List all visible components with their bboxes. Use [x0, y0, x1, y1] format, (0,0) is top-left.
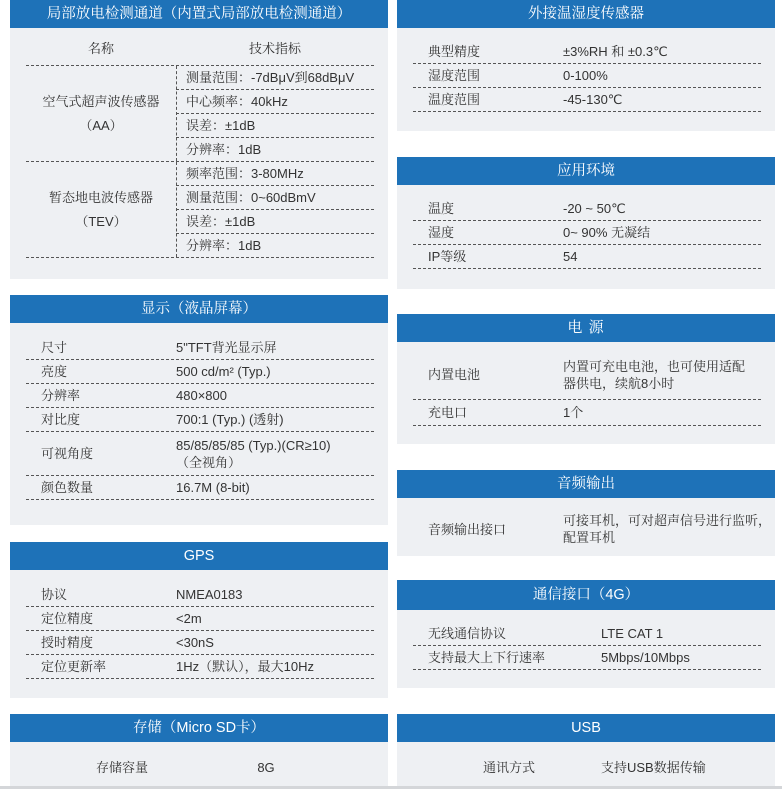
comm-title: 通信接口（4G）	[397, 580, 775, 610]
pd-channel-card	[10, 0, 388, 279]
display-row-contrast: 对比度 700:1 (Typ.) (透射)	[26, 408, 374, 432]
gps-row-timing: 授时精度 <30nS	[26, 631, 374, 655]
gps-row-accuracy: 定位精度 <2m	[26, 607, 374, 631]
storage-capacity-label: 存储容量	[95, 759, 148, 775]
env-row-ip: IP等级 54	[413, 245, 761, 269]
audio-port-label: 音频输出接口	[428, 521, 507, 537]
storage-capacity-value: 8G	[257, 759, 275, 775]
environment-card	[397, 157, 775, 289]
power-card	[397, 314, 775, 444]
aa-spec-range: 测量范围：-7dBμV到68dBμV	[176, 66, 374, 90]
power-title: 电 源	[397, 314, 775, 342]
usb-title: USB	[397, 714, 775, 742]
tev-spec-range: 测量范围：0~60dBmV	[176, 186, 374, 210]
storage-card	[10, 714, 388, 786]
temp-row-temp-range: 温度范围 -45-130℃	[413, 88, 761, 112]
comm-card	[397, 580, 775, 688]
display-row-resolution: 分辨率 480×800	[26, 384, 374, 408]
power-row-battery: 内置电池 内置可充电电池，也可使用适配 器供电，续航8小时	[413, 350, 761, 400]
usb-method-label: 通讯方式	[482, 759, 535, 775]
env-row-humidity: 湿度 0~ 90% 无凝结	[413, 221, 761, 245]
env-row-temperature: 温度 -20 ~ 50℃	[413, 197, 761, 221]
display-title: 显示（液晶屏幕）	[10, 295, 388, 323]
environment-title: 应用环境	[397, 157, 775, 185]
gps-row-update-rate: 定位更新率 1Hz（默认），最大10Hz	[26, 655, 374, 679]
usb-card	[397, 714, 775, 786]
aa-spec-freq: 中心频率：40kHz	[176, 90, 374, 114]
col-name-header: 名称	[87, 41, 114, 56]
display-row-size: 尺寸 5"TFT背光显示屏	[26, 336, 374, 360]
temp-row-humidity-range: 湿度范围 0-100%	[413, 64, 761, 88]
tev-spec-error: 误差：±1dB	[176, 210, 374, 234]
display-row-brightness: 亮度 500 cd/m² (Typ.)	[26, 360, 374, 384]
tev-sensor-name: 暂态地电波传感器 （TEV）	[48, 190, 153, 229]
audio-port-value: 可接耳机，可对超声信号进行监听， 配置耳机	[563, 513, 772, 545]
aa-sensor-name: 空气式超声波传感器 （AA）	[42, 94, 160, 133]
temp-row-accuracy: 典型精度 ±3%RH 和 ±0.3℃	[413, 40, 761, 64]
gps-row-protocol: 协议 NMEA0183	[26, 583, 374, 607]
temp-sensor-title: 外接温湿度传感器	[397, 0, 775, 28]
gps-title: GPS	[10, 542, 388, 570]
comm-row-protocol: 无线通信协议 LTE CAT 1	[413, 622, 761, 646]
audio-card	[397, 470, 775, 556]
tev-spec-freq: 频率范围：3-80MHz	[176, 162, 374, 186]
pd-header-row	[26, 32, 374, 66]
col-spec-header: 技术指标	[248, 41, 301, 56]
display-row-colors: 颜色数量 16.7M (8-bit)	[26, 476, 374, 500]
aa-spec-error: 误差：±1dB	[176, 114, 374, 138]
storage-title: 存储（Micro SD卡）	[10, 714, 388, 742]
aa-spec-resolution: 分辨率：1dB	[176, 138, 374, 162]
pd-channel-title: 局部放电检测通道（内置式局部放电检测通道）	[10, 0, 388, 28]
display-row-viewing-angle: 可视角度 85/85/85/85 (Typ.)(CR≥10) （全视角）	[26, 432, 374, 476]
usb-method-value: 支持USB数据传输	[601, 759, 706, 775]
tev-spec-resolution: 分辨率：1dB	[176, 234, 374, 258]
gps-card	[10, 542, 388, 698]
audio-title: 音频输出	[397, 470, 775, 498]
power-row-charge-port: 充电口 1个	[413, 400, 761, 426]
temp-sensor-card	[397, 0, 775, 131]
display-card	[10, 295, 388, 525]
comm-row-rate: 支持最大上下行速率 5Mbps/10Mbps	[413, 646, 761, 670]
